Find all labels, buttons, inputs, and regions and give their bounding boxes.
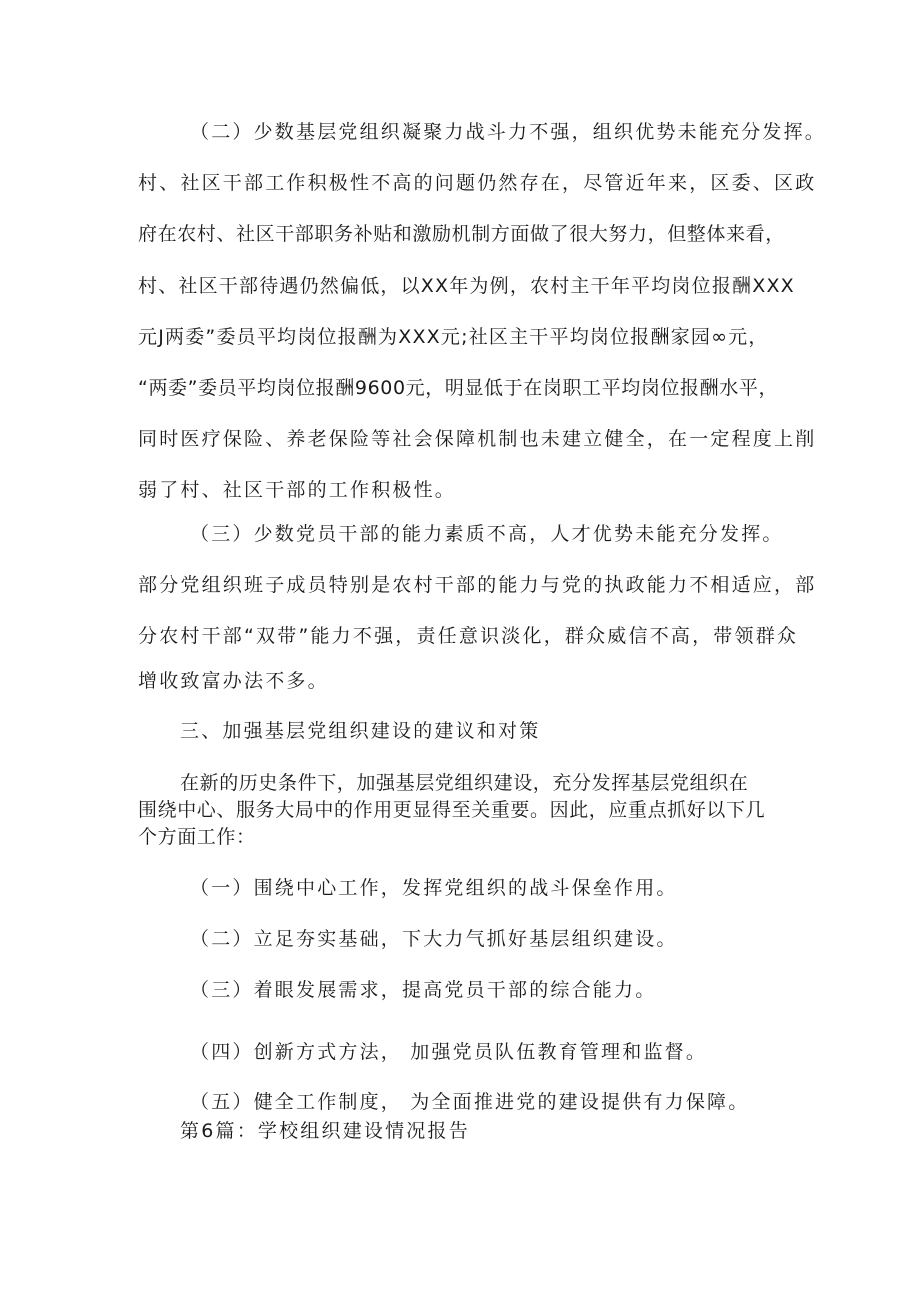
- section-heading: （二）少数基层党组织凝聚力战斗力不强，组织优势未能充分发挥。: [190, 121, 827, 143]
- paragraph-line: “两委”委员平均岗位报酬9600元，明显低于在岗职工平均岗位报酬水平，: [138, 377, 779, 399]
- paragraph-line: 增收致富办法不多。: [138, 670, 329, 692]
- list-item: （五）健全工作制度， 为全面推进党的建设提供有力保障。: [190, 1091, 750, 1113]
- list-item: （一）围绕中心工作，发挥党组织的战斗保垒作用。: [190, 877, 678, 899]
- part-heading: 三、加强基层党组织建设的建议和对策: [180, 720, 541, 742]
- paragraph-line: 元J两委”委员平均岗位报酬为XXX元;社区主干平均岗位报酬家园∞元，: [138, 326, 769, 348]
- intro-line: 在新的历史条件下，加强基层党组织建设，充分发挥基层党组织在: [180, 772, 749, 794]
- intro-line: 围绕中心、服务大局中的作用更显得至关重要。因此，应重点抓好以下几: [138, 799, 766, 821]
- list-item: （三）着眼发展需求，提高党员干部的综合能力。: [190, 979, 657, 1001]
- paragraph-line: 村、社区干部工作积极性不高的问题仍然存在，尽管近年来，区委、区政: [138, 172, 817, 194]
- next-chapter-title: 第6篇：学校组织建设情况报告: [180, 1120, 470, 1142]
- section-heading: （三）少数党员干部的能力素质不高，人才优势未能充分发挥。: [190, 523, 784, 545]
- intro-line: 个方面工作：: [138, 826, 256, 848]
- paragraph-line: 村、社区干部待遇仍然偏低，以XX年为例，农村主干年平均岗位报酬XXX: [138, 275, 795, 297]
- paragraph-line: 弱了村、社区干部的工作积极性。: [138, 479, 457, 501]
- paragraph-line: 部分党组织班子成员特别是农村干部的能力与党的执政能力不相适应，部: [138, 574, 817, 596]
- list-item: （四）创新方式方法， 加强党员队伍教育管理和监督。: [190, 1041, 708, 1063]
- paragraph-line: 分农村干部“双带”能力不强，责任意识淡化，群众威信不高，带领群众: [138, 625, 799, 647]
- paragraph-line: 府在农村、社区干部职务补贴和激励机制方面做了很大努力，但整体来看，: [138, 223, 785, 245]
- list-item: （二）立足夯实基础，下大力气抓好基层组织建设。: [190, 928, 678, 950]
- paragraph-line: 同时医疗保险、养老保险等社会保障机制也未建立健全，在一定程度上削: [138, 428, 817, 450]
